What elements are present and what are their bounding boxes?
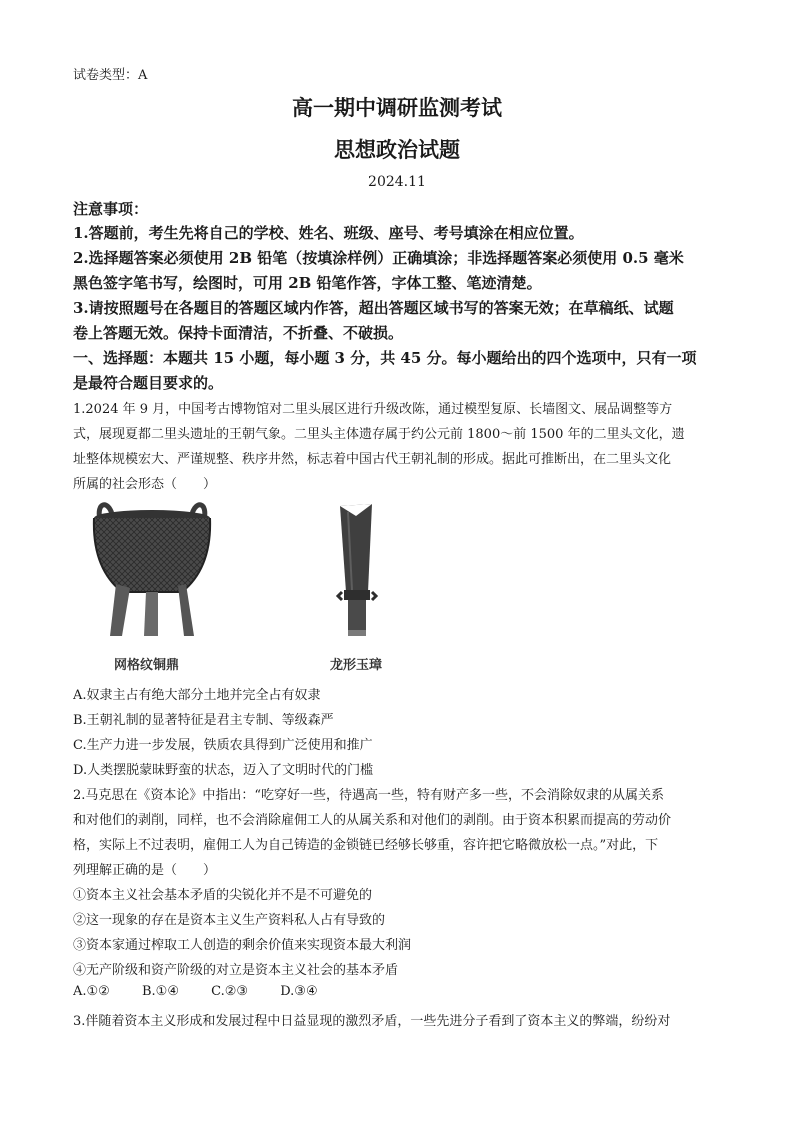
section-heading: 一、选择题：本题共 15 小题，每小题 3 分，共 45 分。每小题给出的四个选项中，只有一项 — [73, 349, 697, 367]
q1-stem-line: 址整体规模宏大、严谨规整、秩序井然，标志着中国古代王朝礼制的形成。据此可推断出，在二里头文化 — [73, 452, 672, 467]
notes-line: 卷上答题无效。保持卡面清洁，不折叠、不破损。 — [73, 324, 404, 342]
q2-option-c[interactable]: C.②③ — [211, 984, 249, 999]
q2-stem-line: 2.马克思在《资本论》中指出：“吃穿好一些，待遇高一些，特有财产多一些，不会消除奴隶的从属关系 — [73, 788, 665, 803]
q3-stem-line: 3.伴随着资本主义形成和发展过程中日益显现的激烈矛盾，一些先进分子看到了资本主义的弊端，纷纷对 — [73, 1014, 671, 1029]
exam-subtitle: 思想政治试题 — [334, 137, 460, 162]
notes-line: 黑色签字笔书写，绘图时，可用 2B 铅笔作答，字体工整、笔迹清楚。 — [73, 274, 542, 292]
q1-option-b[interactable]: B.王朝礼制的显著特征是君主专制、等级森严 — [73, 713, 334, 728]
q2-stem-line: 列理解正确的是（ ） — [73, 863, 217, 878]
jade-zhang-image — [330, 502, 380, 640]
q1-stem-line: 式，展现夏都二里头遗址的王朝气象。二里头主体遗存属于约公元前 1800～前 1500 年的二里头文化，遗 — [73, 427, 685, 442]
q2-option-b[interactable]: B.①④ — [141, 984, 179, 999]
q1-stem-line: 1.2024 年 9 月，中国考古博物馆对二里头展区进行升级改陈，通过模型复原、长墙图文、展品调整等方 — [73, 402, 673, 417]
q2-option-d[interactable]: D.③④ — [280, 984, 318, 999]
q1-option-a[interactable]: A.奴隶主占有绝大部分土地并完全占有奴隶 — [73, 688, 321, 703]
exam-date: 2024.11 — [368, 174, 426, 190]
notes-heading: 注意事项： — [73, 200, 149, 218]
q2-statement: ②这一现象的存在是资本主义生产资料私人占有导致的 — [73, 913, 386, 928]
q2-stem-line: 和对他们的剥削，同样，也不会消除雇佣工人的从属关系和对他们的剥削。由于资本积累而提高的劳动价 — [73, 813, 672, 828]
q1-option-c[interactable]: C.生产力进一步发展，铁质农具得到广泛使用和推广 — [73, 738, 373, 753]
q2-statement: ①资本主义社会基本矛盾的尖锐化并不是不可避免的 — [73, 888, 373, 903]
q2-statement: ④无产阶级和资产阶级的对立是资本主义社会的基本矛盾 — [73, 963, 399, 978]
q2-stem-line: 格，实际上不过表明，雇佣工人为自己铸造的金锁链已经够长够重，容许把它略微放松一点。”对此，下 — [73, 838, 659, 853]
notes-line: 2.选择题答案必须使用 2B 铅笔（按填涂样例）正确填涂；非选择题答案必须使用 0.5 毫米 — [73, 249, 684, 267]
q1-option-d[interactable]: D.人类摆脱蒙昧野蛮的状态，迈入了文明时代的门槛 — [73, 763, 374, 778]
q2-options — [73, 984, 723, 999]
figure-caption: 龙形玉璋 — [330, 658, 383, 673]
figure-caption: 网格纹铜鼎 — [114, 658, 180, 673]
bronze-ding-image — [86, 496, 218, 644]
q1-stem-line: 所属的社会形态（ ） — [73, 477, 217, 492]
q2-statement: ③资本家通过榨取工人创造的剩余价值来实现资本最大利润 — [73, 938, 412, 953]
exam-title: 高一期中调研监测考试 — [292, 95, 502, 120]
q2-option-a[interactable]: A.①② — [73, 984, 110, 999]
notes-line: 1.答题前，考生先将自己的学校、姓名、班级、座号、考号填涂在相应位置。 — [73, 224, 584, 242]
section-heading: 是最符合题目要求的。 — [73, 374, 224, 392]
paper-type: 试卷类型：A — [73, 68, 148, 83]
notes-line: 3.请按照题号在各题目的答题区域内作答，超出答题区域书写的答案无效；在草稿纸、试题 — [73, 299, 674, 317]
